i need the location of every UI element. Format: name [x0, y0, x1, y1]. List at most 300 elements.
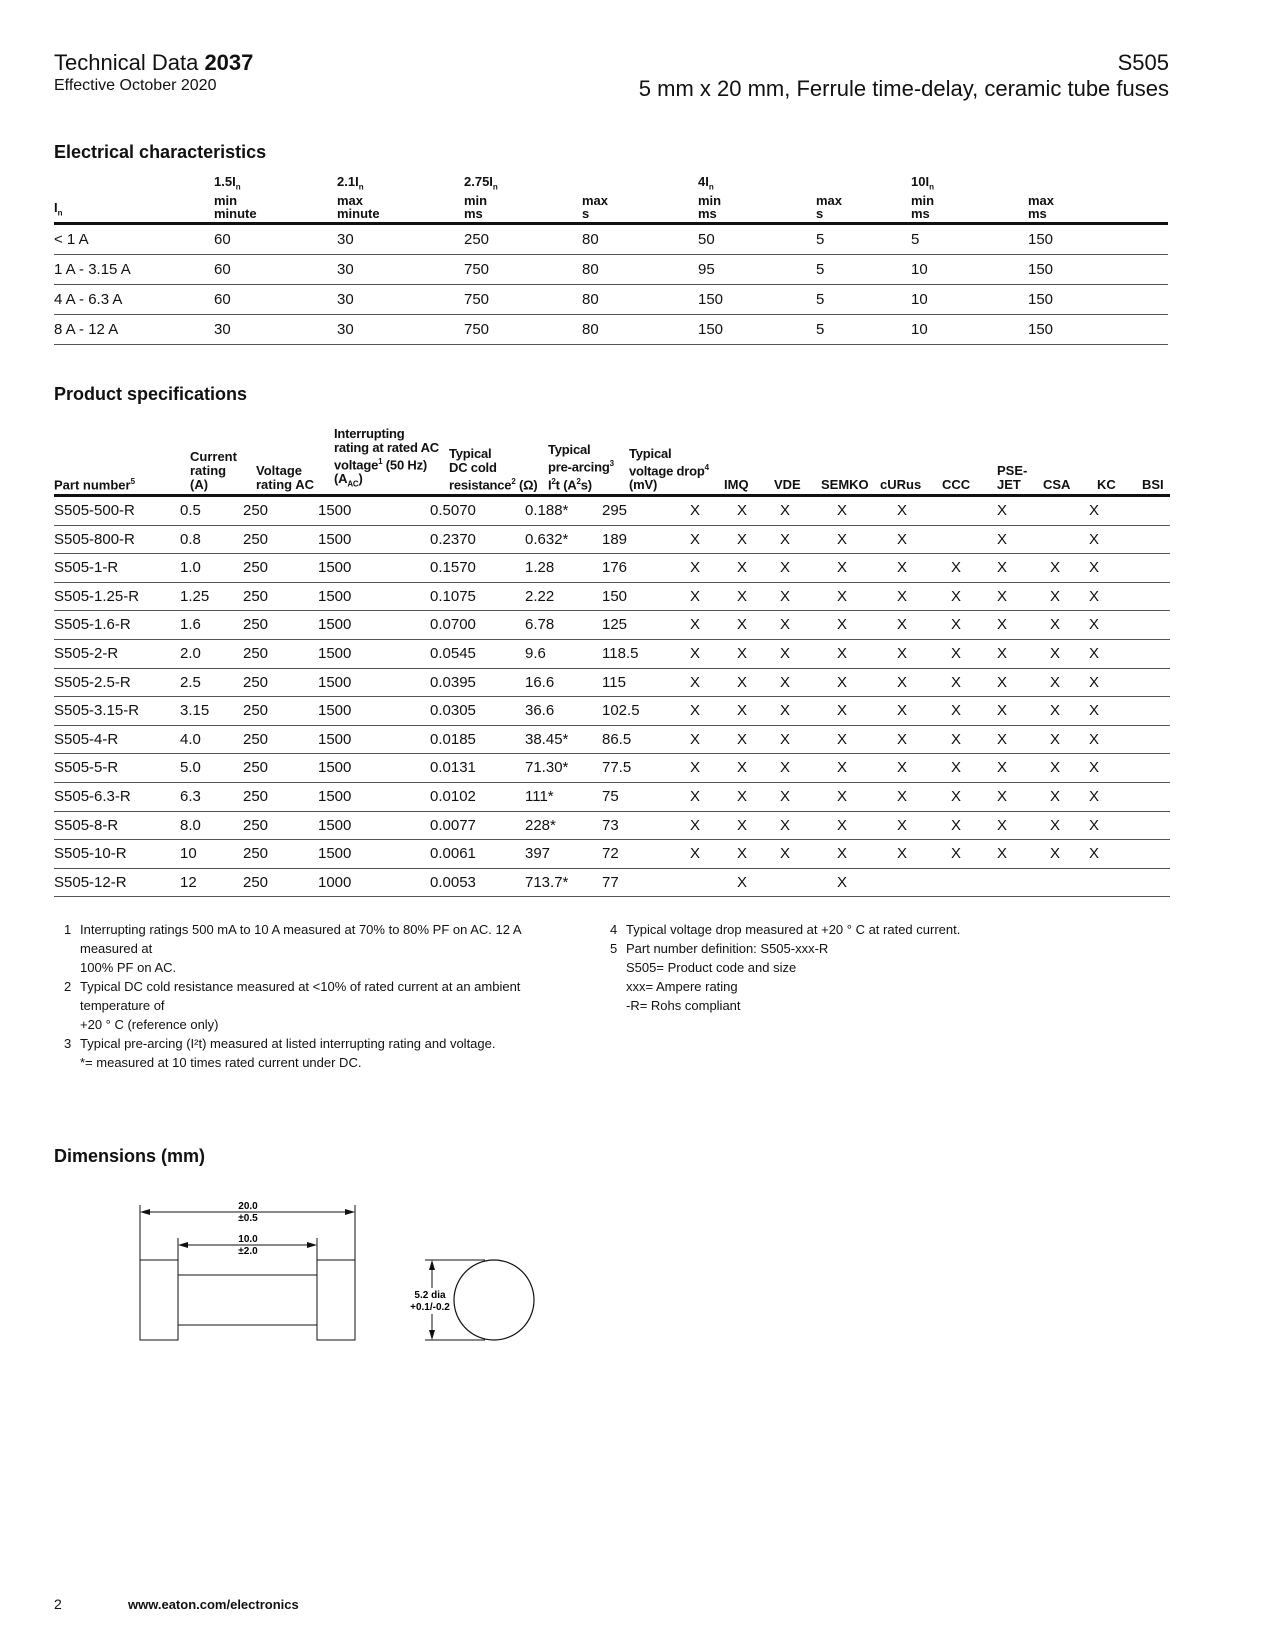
table-cell: 1500	[318, 559, 352, 577]
dia-arrow-bottom	[429, 1330, 435, 1340]
table-cell: 9.6	[525, 644, 546, 662]
table-cell: X	[737, 816, 748, 834]
table-cell: X	[737, 530, 748, 548]
table-cell: X	[737, 673, 748, 691]
table-row	[54, 640, 1170, 669]
table-cell: X	[951, 759, 962, 777]
footnote-line: Typical pre-arcing (I²t) measured at listed interrupting rating and voltage.	[80, 1036, 496, 1051]
doc-title	[54, 50, 253, 76]
table-cell: 73	[602, 816, 619, 834]
table-cell: X	[690, 530, 701, 548]
table-cell: X	[737, 616, 748, 634]
footnote-line: +20 ° C (reference only)	[80, 1017, 219, 1032]
table-cell: X	[737, 730, 748, 748]
table-cell: 2.5	[180, 673, 201, 691]
table-cell: 250	[464, 231, 490, 248]
table-cell: X	[1050, 702, 1061, 720]
table-cell: 176	[602, 559, 628, 577]
table-cell: X	[737, 787, 748, 805]
table-cell: 750	[464, 291, 490, 308]
table-cell: S505-2.5-R	[54, 673, 131, 691]
table-cell: X	[997, 730, 1008, 748]
table-row	[54, 869, 1170, 898]
table-cell: 1500	[318, 502, 352, 519]
table-cell: 250	[243, 673, 269, 691]
table-cell: X	[780, 616, 791, 634]
table-cell: X	[780, 559, 791, 577]
footnote-line: Part number definition: S505-xxx-R	[626, 941, 829, 956]
table-cell: X	[837, 702, 848, 720]
table-cell: 80	[582, 291, 599, 308]
header-dc-cold-resistance: Typical DC cold resistance$^2$ (Ω)	[449, 445, 538, 492]
table-cell: X	[897, 787, 908, 805]
table-cell: X	[837, 502, 848, 519]
table-cell: 150	[1028, 321, 1054, 338]
header-imq: IMQ	[724, 477, 749, 492]
table-cell: 1500	[318, 816, 352, 834]
table-cell: 0.5	[180, 502, 201, 519]
table-cell: 30	[337, 231, 354, 248]
table-cell: X	[837, 816, 848, 834]
table-cell: 0.8	[180, 530, 201, 548]
table-cell: 80	[582, 261, 599, 278]
table-cell: X	[897, 845, 908, 863]
product-title: Product specifications	[54, 384, 248, 404]
table-cell: < 1 A	[54, 231, 89, 248]
notes-right	[600, 920, 1020, 1015]
table-cell: 1 A - 3.15 A	[54, 261, 131, 278]
table-row	[54, 255, 1168, 285]
table-cell: 6.3	[180, 787, 201, 805]
table-cell: X	[780, 702, 791, 720]
table-cell: 0.188*	[525, 502, 569, 519]
table-cell: 0.632*	[525, 530, 569, 548]
footnote-number: 1	[64, 922, 72, 937]
table-cell: 5.0	[180, 759, 201, 777]
table-row	[54, 497, 1170, 526]
table-cell: 86.5	[602, 730, 632, 748]
table-cell: X	[737, 845, 748, 863]
table-cell: S505-4-R	[54, 730, 119, 748]
table-cell: 0.0185	[430, 730, 476, 748]
left-end-cap	[140, 1260, 178, 1340]
header-voltage-drop: Typical voltage drop$^4$ (mV)	[629, 445, 709, 492]
table-cell: X	[1089, 673, 1100, 691]
table-cell: 77.5	[602, 759, 632, 777]
table-cell: X	[690, 644, 701, 662]
table-cell: X	[780, 759, 791, 777]
table-cell: X	[897, 559, 908, 577]
table-cell: X	[780, 787, 791, 805]
table-cell: 30	[337, 291, 354, 308]
table-cell: X	[1050, 673, 1061, 691]
table-row	[54, 611, 1170, 640]
table-cell: 10	[911, 261, 928, 278]
table-cell: 150	[698, 321, 724, 338]
table-cell: 250	[243, 502, 269, 519]
table-cell: X	[737, 587, 748, 605]
table-cell: X	[1089, 702, 1100, 720]
table-cell: 250	[243, 730, 269, 748]
product-table-body	[54, 497, 1170, 897]
header-in: $I_n$	[54, 200, 63, 218]
table-cell: X	[951, 673, 962, 691]
electrical-table-body	[54, 225, 1168, 345]
table-cell: 1500	[318, 787, 352, 805]
table-cell: X	[690, 787, 701, 805]
table-cell: 125	[602, 616, 628, 634]
table-cell: 30	[214, 321, 231, 338]
table-cell: 189	[602, 530, 628, 548]
table-cell: X	[1089, 644, 1100, 662]
table-cell: X	[690, 587, 701, 605]
table-cell: 0.5070	[430, 502, 476, 519]
header-vde: VDE	[774, 477, 801, 492]
table-cell: X	[951, 644, 962, 662]
table-cell: 0.1075	[430, 587, 476, 605]
table-cell: X	[1089, 816, 1100, 834]
table-cell: X	[951, 845, 962, 863]
table-cell: 0.0077	[430, 816, 476, 834]
table-cell: X	[1089, 530, 1100, 548]
table-cell: 60	[214, 291, 231, 308]
table-cell: 80	[582, 321, 599, 338]
table-cell: X	[837, 587, 848, 605]
table-cell: 1500	[318, 644, 352, 662]
table-cell: X	[897, 759, 908, 777]
table-cell: X	[1089, 787, 1100, 805]
table-cell: S505-8-R	[54, 816, 119, 834]
table-cell: S505-500-R	[54, 502, 135, 519]
table-cell: 5	[816, 321, 825, 338]
header-current-rating: Current rating (A)	[190, 449, 237, 492]
table-cell: X	[780, 587, 791, 605]
table-cell: X	[997, 616, 1008, 634]
table-cell: 2.22	[525, 587, 555, 605]
table-cell: 111*	[525, 787, 554, 805]
table-cell: 72	[602, 845, 619, 863]
table-cell: X	[690, 502, 701, 519]
header-4in-max: max s	[816, 193, 843, 221]
table-cell: 250	[243, 702, 269, 720]
table-cell: X	[951, 559, 962, 577]
header-10in: $10I_n$ min ms	[911, 174, 935, 221]
table-cell: X	[837, 759, 848, 777]
effective-date: Effective October 2020	[54, 77, 217, 94]
table-cell: 4 A - 6.3 A	[54, 291, 123, 308]
table-cell: X	[1050, 816, 1061, 834]
table-row	[54, 840, 1170, 869]
table-cell: X	[951, 616, 962, 634]
body-length-label: 10.0	[238, 1234, 258, 1245]
table-cell: 0.1570	[430, 559, 476, 577]
table-row	[54, 726, 1170, 755]
body-arrow-right	[307, 1242, 317, 1248]
footnote	[54, 977, 574, 1034]
footnote-number: 3	[64, 1036, 72, 1051]
header-1-5in: $1.5I_n$ min minute	[214, 174, 257, 221]
table-cell: 102.5	[602, 702, 640, 720]
table-cell: 295	[602, 502, 628, 519]
electrical-table	[54, 176, 1168, 345]
table-cell: 5	[816, 261, 825, 278]
product-code: S505	[1117, 50, 1169, 75]
footnote-line: Interrupting ratings 500 mA to 10 A measured at 70% to 80% PF on AC. 12 A measured at	[80, 922, 521, 956]
table-cell: 4.0	[180, 730, 201, 748]
table-cell: X	[1089, 730, 1100, 748]
table-cell: X	[897, 702, 908, 720]
table-cell: 115	[602, 673, 626, 691]
table-cell: 250	[243, 587, 269, 605]
table-cell: 80	[582, 231, 599, 248]
table-cell: 397	[525, 845, 551, 863]
table-cell: X	[951, 816, 962, 834]
electrical-title: Electrical characteristics	[54, 142, 267, 162]
table-cell: X	[897, 530, 908, 548]
diameter-tolerance-label: +0.1/-0.2	[410, 1302, 450, 1313]
header-semko: SEMKO	[821, 477, 869, 492]
right-end-cap	[317, 1260, 355, 1340]
table-cell: S505-1.6-R	[54, 616, 131, 634]
table-cell: X	[997, 845, 1008, 863]
table-cell: 0.2370	[430, 530, 476, 548]
table-cell: X	[1050, 845, 1061, 863]
table-cell: X	[1050, 644, 1061, 662]
overall-length-label: 20.0	[238, 1201, 258, 1212]
header-bsi: BSI	[1142, 477, 1164, 492]
page-number: 2	[54, 1596, 62, 1612]
header-pse-jet: PSE- JET	[997, 463, 1028, 492]
table-cell: 1.25	[180, 587, 210, 605]
table-cell: X	[690, 616, 701, 634]
table-cell: X	[737, 559, 748, 577]
table-cell: 8 A - 12 A	[54, 321, 119, 338]
table-cell: X	[690, 759, 701, 777]
table-cell: X	[837, 673, 848, 691]
header-csa: CSA	[1043, 477, 1071, 492]
table-row	[54, 754, 1170, 783]
footnote-line: Typical DC cold resistance measured at <10% of rated current at an ambient temperature of	[80, 979, 521, 1013]
table-cell: X	[780, 730, 791, 748]
table-cell: X	[690, 730, 701, 748]
footnote-number: 4	[610, 922, 618, 937]
table-cell: X	[837, 644, 848, 662]
table-cell: 250	[243, 530, 269, 548]
table-cell: S505-5-R	[54, 759, 119, 777]
header-curus: cURus	[880, 477, 922, 492]
footnote	[54, 920, 574, 977]
table-cell: 1500	[318, 702, 352, 720]
table-cell: S505-1-R	[54, 559, 119, 577]
table-cell: X	[780, 816, 791, 834]
table-cell: X	[997, 502, 1008, 519]
doc-type: Technical Data	[54, 50, 199, 75]
table-cell: 0.0061	[430, 845, 476, 863]
table-cell: X	[1050, 759, 1061, 777]
table-cell: S505-10-R	[54, 845, 127, 863]
table-cell: 1500	[318, 616, 352, 634]
table-cell: X	[1089, 559, 1100, 577]
table-cell: X	[837, 559, 848, 577]
table-cell: X	[1050, 587, 1061, 605]
dimension-drawing	[130, 1200, 580, 1360]
electrical-table-header	[54, 176, 1168, 225]
table-cell: X	[690, 673, 701, 691]
table-cell: 250	[243, 616, 269, 634]
body-tolerance-label: ±2.0	[238, 1246, 258, 1257]
footnote-line: 100% PF on AC.	[80, 960, 177, 975]
table-cell: X	[837, 845, 848, 863]
table-cell: 0.0102	[430, 787, 476, 805]
table-cell: X	[780, 673, 791, 691]
table-cell: 250	[243, 559, 269, 577]
table-cell: S505-6.3-R	[54, 787, 131, 805]
table-cell: X	[690, 845, 701, 863]
table-cell: 10	[911, 291, 928, 308]
table-cell: 1500	[318, 845, 352, 863]
footnote-number: 2	[64, 979, 72, 994]
header-part-number: Part number$^5$	[54, 476, 136, 492]
table-cell: S505-800-R	[54, 530, 135, 548]
table-cell: 10	[911, 321, 928, 338]
table-cell: X	[690, 559, 701, 577]
table-cell: X	[951, 730, 962, 748]
header-2-75in: $2.75I_n$ min ms	[464, 174, 498, 221]
table-cell: 77	[602, 873, 619, 891]
table-cell: 250	[243, 845, 269, 863]
table-cell: X	[1089, 587, 1100, 605]
table-cell: X	[997, 702, 1008, 720]
table-row	[54, 526, 1170, 555]
table-row	[54, 669, 1170, 698]
table-cell: X	[737, 702, 748, 720]
table-cell: 5	[911, 231, 920, 248]
table-cell: X	[837, 530, 848, 548]
header-2-1in: $2.1I_n$ max minute	[337, 174, 380, 221]
table-cell: 150	[698, 291, 724, 308]
table-cell: 1500	[318, 730, 352, 748]
table-cell: X	[1089, 502, 1100, 519]
table-cell: 0.0053	[430, 873, 476, 891]
footnote-line: Typical voltage drop measured at +20 ° C at rated current.	[626, 922, 961, 937]
table-cell: X	[997, 787, 1008, 805]
table-cell: 0.0700	[430, 616, 476, 634]
table-cell: 750	[464, 321, 490, 338]
footnote-line: S505= Product code and size	[626, 960, 797, 975]
table-cell: X	[997, 530, 1008, 548]
table-cell: X	[1050, 730, 1061, 748]
table-cell: 10	[180, 845, 197, 863]
table-cell: 250	[243, 787, 269, 805]
table-cell: 713.7*	[525, 873, 569, 891]
table-cell: 8.0	[180, 816, 201, 834]
table-row	[54, 697, 1170, 726]
header-ccc: CCC	[942, 477, 971, 492]
table-cell: 38.45*	[525, 730, 569, 748]
table-cell: 75	[602, 787, 619, 805]
table-cell: X	[737, 873, 748, 891]
table-cell: 16.6	[525, 673, 555, 691]
table-cell: 150	[1028, 231, 1054, 248]
table-cell: 1500	[318, 673, 352, 691]
table-cell: 1.6	[180, 616, 201, 634]
footnote	[54, 1034, 574, 1072]
table-cell: X	[780, 644, 791, 662]
footnote-line: *= measured at 10 times rated current under DC.	[80, 1055, 362, 1070]
table-row	[54, 812, 1170, 841]
table-cell: X	[837, 730, 848, 748]
dia-arrow-top	[429, 1260, 435, 1270]
table-row	[54, 285, 1168, 315]
table-cell: X	[897, 816, 908, 834]
table-cell: X	[1089, 845, 1100, 863]
table-row	[54, 783, 1170, 812]
table-cell: 228*	[525, 816, 556, 834]
product-table-header	[54, 426, 1170, 497]
table-cell: X	[997, 673, 1008, 691]
table-cell: S505-12-R	[54, 873, 127, 891]
table-cell: 118.5	[602, 644, 639, 662]
table-cell: X	[997, 759, 1008, 777]
footnote-line: -R= Rohs compliant	[626, 998, 741, 1013]
table-cell: 1.28	[525, 559, 555, 577]
table-cell: X	[1050, 616, 1061, 634]
table-cell: 30	[337, 321, 354, 338]
table-cell: X	[690, 816, 701, 834]
table-cell: X	[737, 502, 748, 519]
table-cell: 150	[1028, 291, 1054, 308]
table-cell: 250	[243, 759, 269, 777]
table-cell: X	[951, 587, 962, 605]
arrow-right	[345, 1209, 355, 1215]
table-cell: 60	[214, 231, 231, 248]
table-cell: X	[1050, 559, 1061, 577]
arrow-left	[140, 1209, 150, 1215]
product-subtitle: 5 mm x 20 mm, Ferrule time-delay, ceramic tube fuses	[638, 76, 1169, 101]
footer-url[interactable]: www.eaton.com/electronics	[128, 1597, 299, 1612]
header-10in-max: max ms	[1028, 193, 1055, 221]
table-cell: 0.0545	[430, 644, 476, 662]
table-cell: X	[897, 587, 908, 605]
table-cell: 12	[180, 873, 197, 891]
table-cell: X	[737, 759, 748, 777]
table-cell: X	[997, 816, 1008, 834]
table-cell: X	[837, 873, 848, 891]
footnote	[600, 920, 1020, 939]
table-cell: X	[997, 587, 1008, 605]
table-cell: 5	[816, 291, 825, 308]
table-cell: X	[897, 644, 908, 662]
table-cell: S505-3.15-R	[54, 702, 140, 720]
notes-left	[54, 920, 574, 1072]
table-cell: 250	[243, 816, 269, 834]
table-cell: X	[690, 702, 701, 720]
table-cell: X	[737, 644, 748, 662]
table-cell: 2.0	[180, 644, 201, 662]
table-cell: 150	[1028, 261, 1054, 278]
table-cell: 3.15	[180, 702, 210, 720]
table-cell: 1500	[318, 759, 352, 777]
table-cell: X	[897, 673, 908, 691]
table-cell: 0.0395	[430, 673, 476, 691]
table-cell: X	[1089, 616, 1100, 634]
table-cell: X	[997, 559, 1008, 577]
table-cell: 1500	[318, 587, 352, 605]
table-cell: 36.6	[525, 702, 555, 720]
table-cell: 0.0305	[430, 702, 476, 720]
header-voltage-rating: Voltage rating AC	[256, 463, 315, 492]
table-cell: X	[1089, 759, 1100, 777]
